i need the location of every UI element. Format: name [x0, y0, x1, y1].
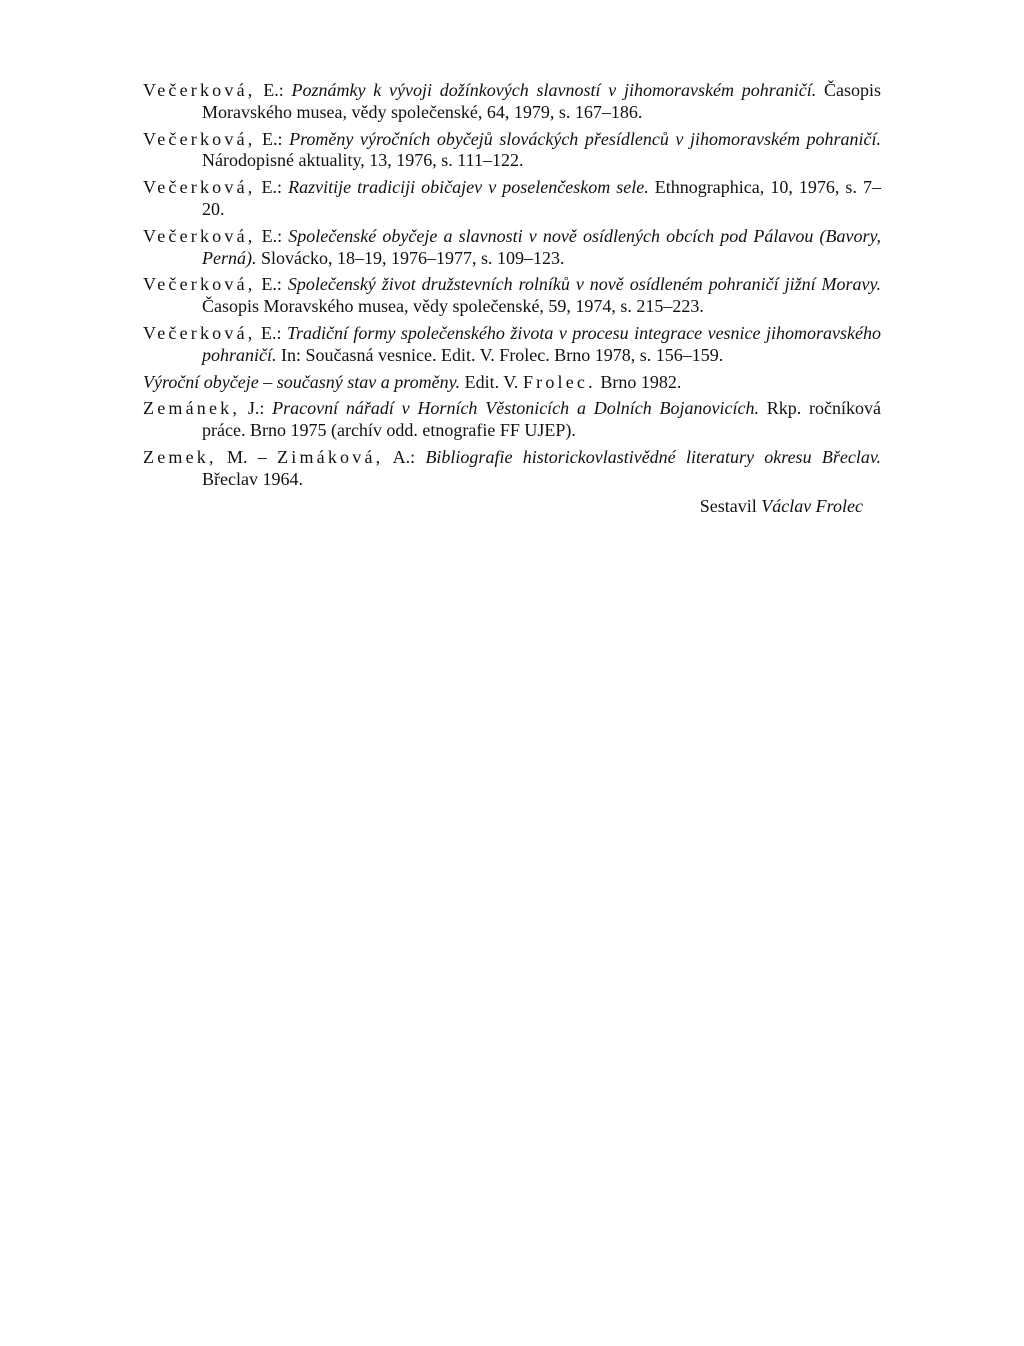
entry-author: Zemek,: [143, 446, 217, 467]
entry-author: Večerková,: [143, 177, 256, 198]
entry-coauthor-initial: A.:: [383, 446, 426, 467]
entry-publication: Ethnographica, 10, 1976, s. 7–20.: [202, 177, 881, 219]
compiler-name: Václav Frolec: [761, 495, 863, 516]
entry-author-initial: E.:: [255, 128, 290, 149]
entry-author-initial: E.:: [255, 274, 288, 295]
entry-author-initial: E.:: [255, 177, 289, 198]
entry-author-initial: M. –: [216, 446, 278, 467]
entry-editor: Frolec.: [522, 371, 596, 392]
entry-title: Proměny výročních obyčejů slováckých přesídlenců v jihomoravském pohraničí.: [289, 128, 881, 149]
entry-publication: Národopisné aktuality, 13, 1976, s. 111–122.: [202, 150, 524, 171]
bibliography-entry: [143, 177, 881, 221]
entry-publication: Brno 1982.: [595, 371, 682, 392]
entry-title: Pracovní nářadí v Horních Věstonicích a Dolních Bojanovicích.: [272, 398, 759, 419]
entry-title: Výroční obyčeje – současný stav a proměny.: [143, 371, 461, 392]
bibliography-entry: [143, 447, 881, 491]
entry-author: Večerková,: [143, 274, 256, 295]
entry-author: Večerková,: [143, 80, 256, 100]
entry-publication: Časopis Moravského musea, vědy společenské, 59, 1974, s. 215–223.: [202, 296, 704, 317]
entry-author: Večerková,: [143, 128, 256, 149]
entry-publication: In: Současná vesnice. Edit. V. Frolec. Brno 1978, s. 156–159.: [276, 344, 724, 365]
entry-author-initial: E.:: [255, 225, 289, 246]
entry-publication: Časopis Moravského musea, vědy společenské, 64, 1979, s. 167–186.: [202, 80, 881, 122]
bibliography-entry: [143, 226, 881, 270]
credit-prefix: Sestavil: [699, 495, 762, 516]
entry-author-initial: E.:: [255, 80, 292, 100]
entry-author-initial: J.:: [240, 398, 273, 419]
bibliography-entry: [143, 80, 881, 124]
entry-title: Společenské obyčeje a slavnosti v nově osídlených obcích pod Pálavou (Bavory, Perná).: [202, 225, 881, 268]
entry-title: Tradiční formy společenského života v procesu integrace vesnice jihomoravského pohraničí.: [202, 322, 881, 365]
compiler-credit: [143, 496, 881, 518]
entry-coauthor: Zimáková,: [277, 446, 384, 467]
entry-author: Večerková,: [143, 322, 256, 343]
bibliography-entry: [143, 323, 881, 367]
entry-author: Zemánek,: [143, 398, 241, 419]
bibliography-entry: [143, 372, 881, 394]
entry-author-initial: E.:: [255, 322, 287, 343]
entry-title: Poznámky k vývoji dožínkových slavností v jihomoravském pohraničí.: [291, 80, 817, 100]
entry-publication: Rkp. ročníková práce. Brno 1975 (archív odd. etnografie FF UJEP).: [202, 398, 881, 441]
entry-title: Bibliografie historickovlastivědné literatury okresu Břeclav.: [425, 446, 881, 467]
bibliography-page: [143, 80, 881, 535]
entry-edit-note: Edit. V.: [460, 371, 523, 392]
entry-publication: Břeclav 1964.: [202, 468, 303, 489]
bibliography-entry: [143, 274, 881, 318]
entry-title: Společenský život družstevních rolníků v nově osídleném pohraničí jižní Moravy.: [287, 274, 881, 295]
bibliography-entry: [143, 129, 881, 173]
entry-title: Razvitije tradiciji običajev v poselenčeskom sele.: [288, 177, 649, 198]
entry-publication: Slovácko, 18–19, 1976–1977, s. 109–123.: [256, 247, 565, 268]
entry-author: Večerková,: [143, 225, 256, 246]
bibliography-entry: [143, 398, 881, 442]
